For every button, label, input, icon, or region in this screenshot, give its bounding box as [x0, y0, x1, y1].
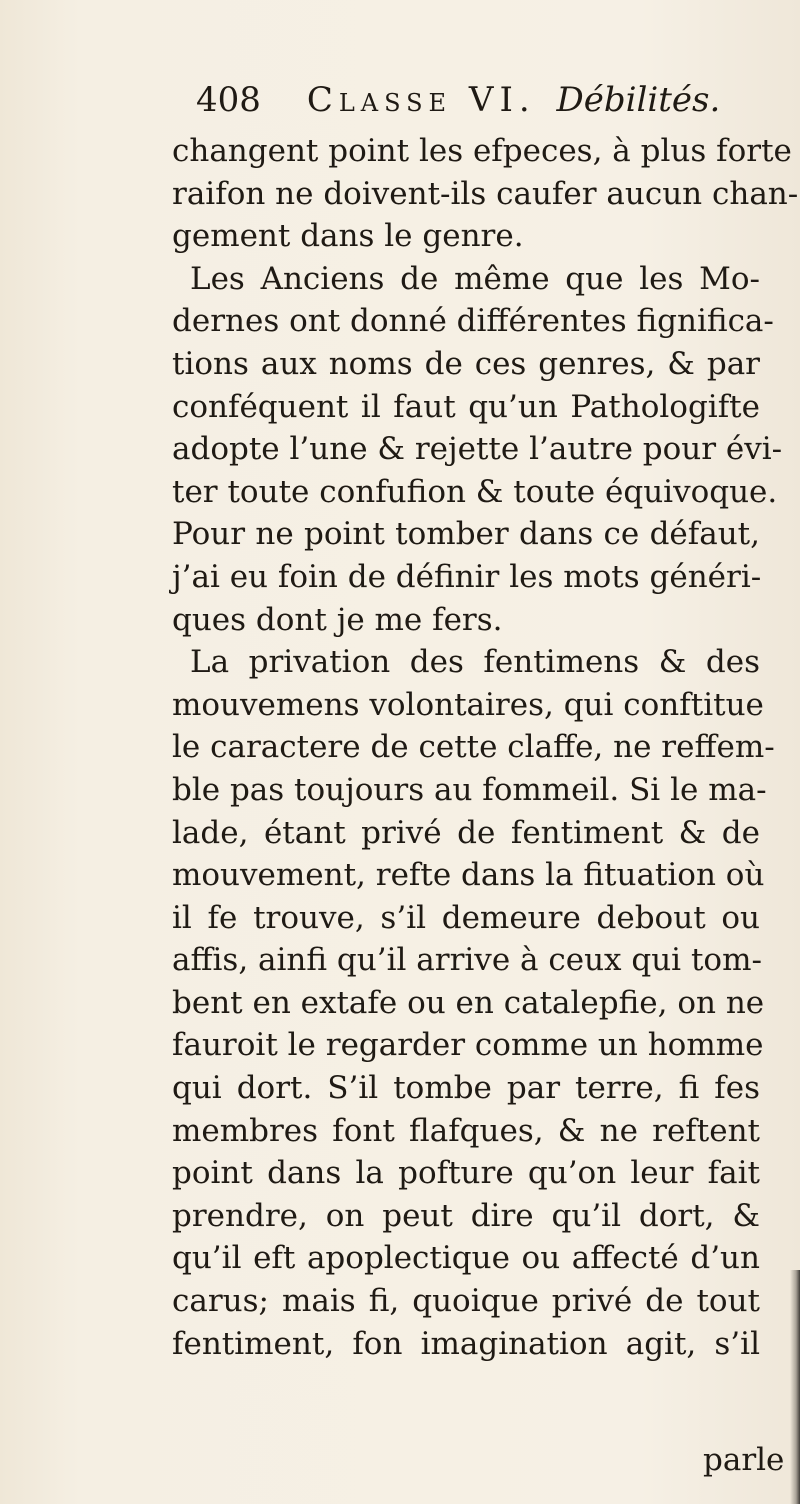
- page-edge-shadow: [790, 1270, 800, 1504]
- text-line: mouvement, refte dans la fituation où: [172, 857, 765, 894]
- text-line: Pour ne point tomber dans ce défaut,: [172, 516, 760, 553]
- text-line: adopte l’une & rejette l’autre pour évi-: [172, 431, 783, 468]
- page-number: 408: [196, 80, 261, 120]
- paragraph-first-line: Les Anciens de même que les Mo-: [190, 260, 760, 297]
- section-title: Débilités.: [556, 80, 721, 120]
- text-line: qu’il eft apoplectique ou affecté d’un: [172, 1240, 760, 1277]
- paragraph-first-line: La privation des fentimens & des: [190, 644, 760, 681]
- text-line: dernes ont donné différentes fignifica-: [172, 303, 774, 340]
- text-line: affis, ainfi qu’il arrive à ceux qui tom-: [172, 942, 762, 979]
- text-line: gement dans le genre.: [172, 218, 524, 255]
- text-line: ble pas toujours au fommeil. Si le ma-: [172, 771, 767, 808]
- text-line: mouvemens volontaires, qui conftitue: [172, 686, 764, 723]
- text-line: lade, étant privé de fentiment & de: [172, 814, 760, 851]
- running-head: [196, 80, 756, 120]
- text-line: ques dont je me fers.: [172, 601, 503, 638]
- text-line: qui dort. S’il tombe par terre, fi fes: [172, 1070, 760, 1107]
- text-line: fentiment, fon imagination agit, s’il: [172, 1325, 760, 1362]
- text-line: j’ai eu foin de définir les mots généri-: [172, 558, 762, 595]
- text-line: changent point les efpeces, à plus forte: [172, 133, 792, 169]
- text-line: membres font flafques, & ne reftent: [172, 1112, 760, 1149]
- text-line: le caractere de cette claffe, ne reffem-: [172, 729, 775, 766]
- text-line: conféquent il faut qu’un Pathologifte: [172, 388, 760, 425]
- text-line: point dans la pofture qu’on leur fait: [172, 1155, 760, 1192]
- text-line: tions aux noms de ces genres, & par: [172, 345, 760, 382]
- text-line: raifon ne doivent-ils caufer aucun chan-: [172, 175, 799, 212]
- body-text: [172, 130, 799, 1365]
- text-line: carus; mais fi, quoique privé de tout: [172, 1283, 760, 1320]
- text-line: prendre, on peut dire qu’il dort, &: [172, 1197, 760, 1234]
- class-label: Classe VI.: [306, 80, 536, 120]
- text-line: bent en extafe ou en catalepfie, on ne: [172, 984, 765, 1021]
- text-line: fauroit le regarder comme un homme: [172, 1027, 764, 1064]
- text-line: il fe trouve, s’il demeure debout ou: [172, 899, 760, 936]
- catchword: parle: [703, 1442, 785, 1478]
- text-line: ter toute confufion & toute équivoque.: [172, 473, 778, 510]
